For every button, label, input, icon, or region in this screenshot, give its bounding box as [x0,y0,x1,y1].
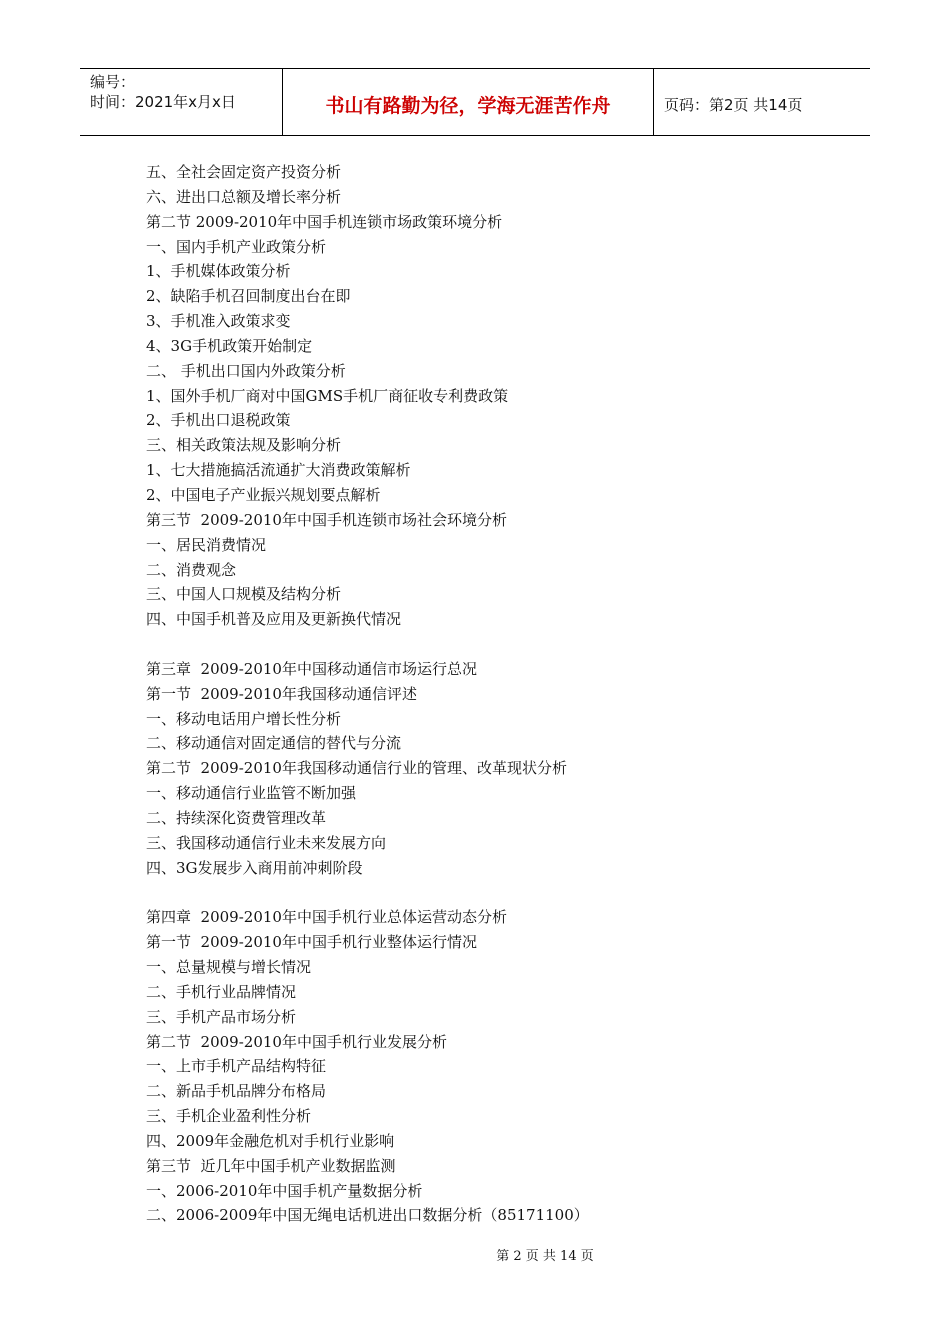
toc-line: 四、2009年金融危机对手机行业影响 [146,1131,395,1150]
page-footer: 第 2 页 共 14 页 [496,1249,594,1264]
toc-line: 三、手机企业盈利性分析 [146,1107,312,1126]
toc-line: 二、手机行业品牌情况 [146,982,297,1001]
toc-line: 第一节 2009-2010年中国手机行业整体运行情况 [146,933,477,952]
blank-line [146,632,846,657]
document-time: 时间：2021年x月x日 [90,93,236,111]
toc-line: 五、全社会固定资产投资分析 [146,163,342,181]
toc-line: 一、2006-2010年中国手机产量数据分析 [146,1181,423,1200]
toc-line: 第三节 近几年中国手机产业数据监测 [146,1156,396,1175]
toc-line: 2、手机出口退税政策 [146,411,291,430]
toc-line: 一、总量规模与增长情况 [146,958,312,976]
toc-line: 1、国外手机厂商对中国GMS手机厂商征收专利费政策 [146,386,509,405]
toc-line: 二、消费观念 [146,560,237,579]
toc-line: 2、缺陷手机召回制度出台在即 [146,287,351,306]
toc-line: 第二节 2009-2010年中国手机连锁市场政策环境分析 [146,212,503,231]
toc-line: 第四章 2009-2010年中国手机行业总体运营动态分析 [146,908,507,927]
toc-line: 一、上市手机产品结构特征 [146,1057,327,1076]
toc-line: 1、七大措施搞活流通扩大消费政策解析 [146,461,411,480]
toc-line: 二、 手机出口国内外政策分析 [146,361,346,380]
page-header [80,68,870,136]
blank-line [146,880,846,905]
toc-line: 第一节 2009-2010年我国移动通信评述 [146,684,417,703]
toc-line: 2、中国电子产业振兴规划要点解析 [146,485,381,504]
toc-line: 第三节 2009-2010年中国手机连锁市场社会环境分析 [146,510,507,529]
toc-line: 三、中国人口规模及结构分析 [146,585,342,604]
toc-line: 一、移动电话用户增长性分析 [146,709,342,728]
toc-line: 一、居民消费情况 [146,535,267,554]
toc-line: 六、进出口总额及增长率分析 [146,187,342,206]
toc-line: 二、2006-2009年中国无绳电话机进出口数据分析（85171100） [146,1206,589,1225]
toc-line: 四、中国手机普及应用及更新换代情况 [146,610,402,629]
header-page-code: 页码：第2页 共14页 [664,95,803,114]
toc-line: 3、手机准入政策求变 [146,312,291,331]
toc-content [146,160,846,1228]
toc-line: 一、国内手机产业政策分析 [146,237,327,256]
toc-line: 第二节 2009-2010年我国移动通信行业的管理、改革现状分析 [146,759,567,778]
toc-line: 三、相关政策法规及影响分析 [146,436,342,455]
toc-line: 一、移动通信行业监管不断加强 [146,784,357,803]
toc-line: 1、手机媒体政策分析 [146,262,291,281]
toc-line: 第二节 2009-2010年中国手机行业发展分析 [146,1032,447,1051]
toc-line: 三、手机产品市场分析 [146,1007,297,1026]
toc-line: 二、持续深化资费管理改革 [146,808,327,827]
toc-line: 4、3G手机政策开始制定 [146,336,313,355]
toc-line: 二、移动通信对固定通信的替代与分流 [146,734,402,753]
toc-line: 三、我国移动通信行业未来发展方向 [146,833,387,852]
toc-line: 二、新品手机品牌分布格局 [146,1082,327,1101]
header-meta [80,69,282,135]
document-number-label: 编号： [90,73,136,91]
toc-line: 四、3G发展步入商用前冲刺阶段 [146,858,363,877]
toc-line: 第三章 2009-2010年中国移动通信市场运行总况 [146,659,477,678]
header-motto: 书山有路勤为径，学海无涯苦作舟 [282,69,654,135]
